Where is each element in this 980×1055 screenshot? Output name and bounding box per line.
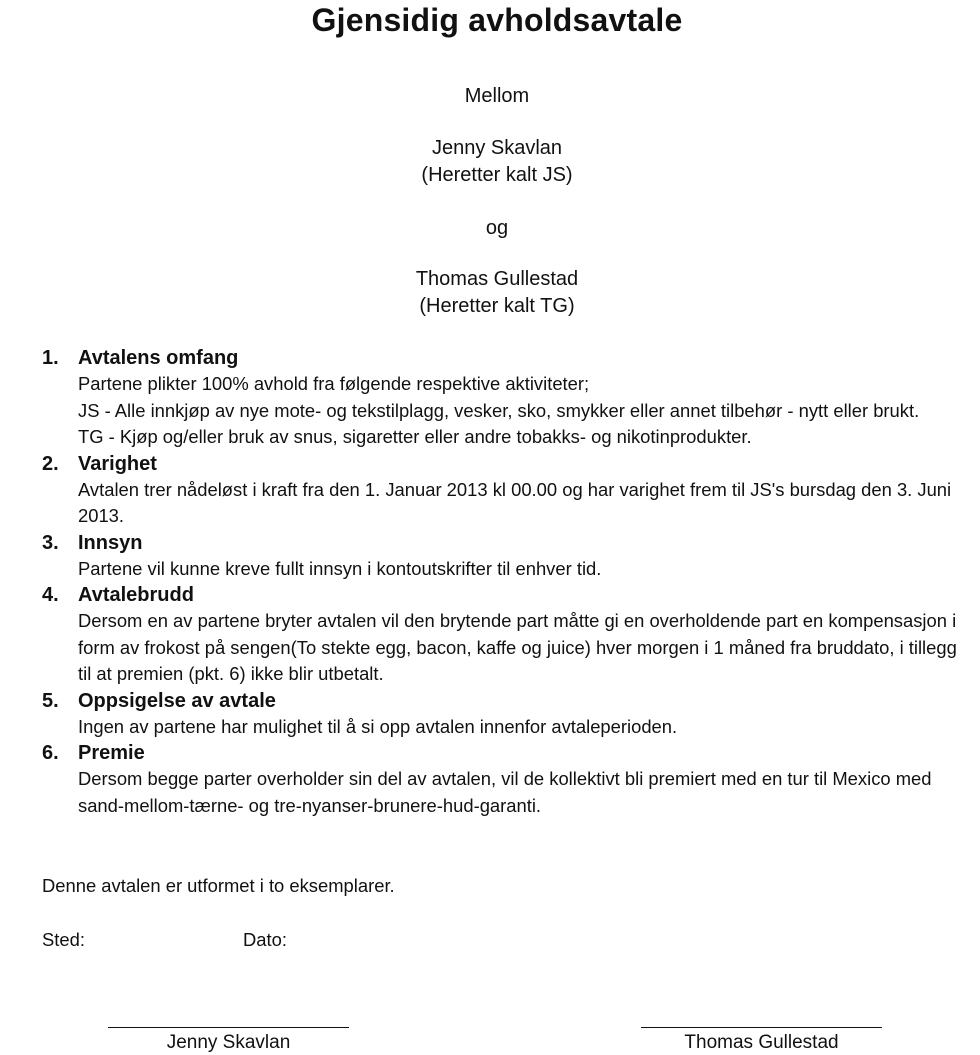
section-insight <box>40 530 960 583</box>
section-paragraph: Ingen av partene har mulighet til å si opp avtalen innenfor avtaleperioden. <box>78 715 678 737</box>
between-label: Mellom <box>464 85 530 107</box>
section-body <box>78 371 960 451</box>
section-paragraph: Partene plikter 100% avhold fra følgende respektive aktiviteter; <box>78 373 590 394</box>
party1-name: Jenny Skavlan <box>431 137 563 159</box>
section-number: 1. <box>42 347 59 369</box>
section-number: 5. <box>42 689 59 712</box>
section-breach <box>40 582 960 688</box>
section-scope <box>40 345 960 451</box>
signature-line-jenny <box>108 1027 349 1029</box>
and-label: og <box>485 217 509 239</box>
section-body <box>78 714 960 741</box>
section-paragraph: TG - Kjøp og/eller bruk av snus, sigaretter eller andre tobakks- og nikotinprodukter. <box>78 426 752 447</box>
document-title: Gjensidig avholdsavtale <box>311 2 683 38</box>
section-paragraph: JS - Alle innkjøp av nye mote- og tekstilplagg, vesker, sko, smykker eller annet tilbehør - nytt eller brukt. <box>78 399 920 421</box>
party1-alias: (Heretter kalt JS) <box>421 164 573 186</box>
section-paragraph: Avtalen trer nådeløst i kraft fra den 1. Januar 2013 kl 00.00 og har varighet frem til JS's bursdag den 3. Juni 2013. <box>78 478 952 526</box>
section-paragraph: Partene vil kunne kreve fullt innsyn i kontoutskrifter til enhver tid. <box>78 557 602 579</box>
section-paragraph: Dersom en av partene bryter avtalen vil den brytende part måtte gi en overholdende part en kompensasjon i form av frokost på sengen(To stekte egg, bacon, kaffe og juice) hver morgen i 1 måned fra bruddato, i tillegg til at premien (pkt. 6) ikke blir utbetalt. <box>78 610 957 684</box>
section-number: 6. <box>42 742 59 764</box>
place-label: Sted: <box>42 929 85 950</box>
section-heading: Varighet <box>78 452 157 475</box>
party2-name: Thomas Gullestad <box>415 268 579 290</box>
date-label: Dato: <box>243 929 287 950</box>
section-body <box>78 766 960 819</box>
section-body <box>78 608 960 688</box>
party2-alias: (Heretter kalt TG) <box>419 295 575 317</box>
section-number: 3. <box>42 531 59 554</box>
section-heading: Premie <box>78 742 145 764</box>
section-body <box>78 477 960 530</box>
section-duration <box>40 451 960 530</box>
section-termination <box>40 688 960 741</box>
signature-name-thomas: Thomas Gullestad <box>684 1032 839 1053</box>
copies-note: Denne avtalen er utformet i to eksemplarer. <box>42 875 395 896</box>
section-body <box>78 556 960 583</box>
section-prize <box>40 740 960 819</box>
section-number: 2. <box>42 452 59 475</box>
signature-line-thomas <box>641 1027 882 1029</box>
section-heading: Innsyn <box>78 531 143 554</box>
section-heading: Avtalebrudd <box>78 584 194 606</box>
section-heading: Avtalens omfang <box>78 347 239 369</box>
section-number: 4. <box>42 584 59 606</box>
section-paragraph: Dersom begge parter overholder sin del av avtalen, vil de kollektivt bli premiert med en tur til Mexico med sand-mellom-tærne- og tre-nyanser-brunere-hud-garanti. <box>78 768 932 816</box>
sections-list <box>40 345 960 819</box>
section-heading: Oppsigelse av avtale <box>78 689 276 712</box>
signature-name-jenny: Jenny Skavlan <box>166 1032 291 1053</box>
